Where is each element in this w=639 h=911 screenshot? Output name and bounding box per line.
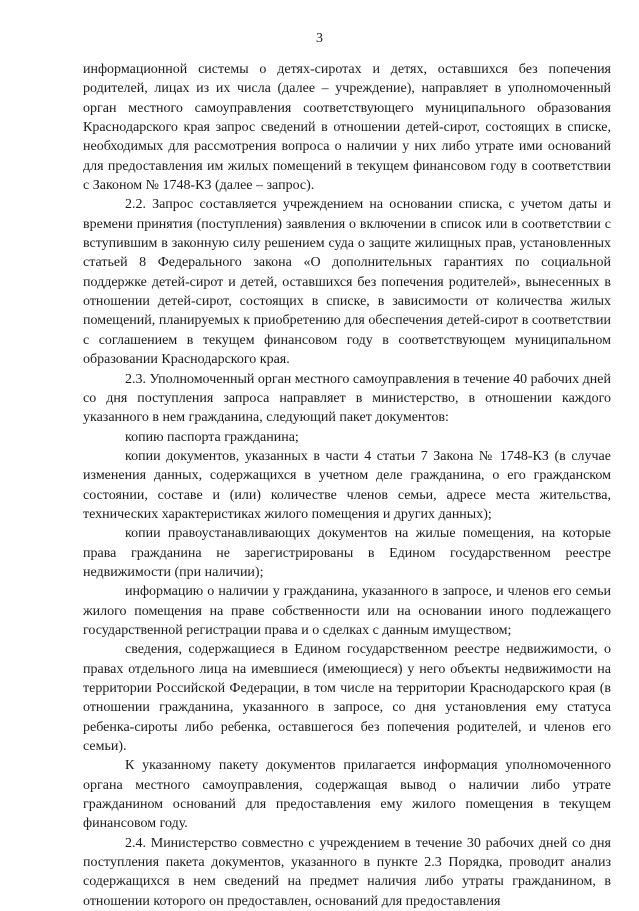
paragraph-2-4: 2.4. Министерство совместно с учреждением в течение 30 рабочих дней со дня поступления пакета документов, указанного в пункте 2.3 Порядка, проводит анализ содержащихся в нем сведений на предмет наличия либо утраты гражданином, в отношении которого он предоставлен, оснований для предоставления [83,835,611,909]
list-item-registry-info: сведения, содержащиеся в Едином государственном реестре недвижимости, о правах отдельного лица на имевшиеся (имеющиеся) у него объекты недвижимости на территории Российской Федерации, в том числе на территории Краснодарского края (в отношении гражданина, указанного в запросе, со дня установления ему статуса ребенка-сироты либо ребенка, оставшегося без попечения родителей, и членов его семьи). [83,642,611,755]
list-item-passport: копию паспорта гражданина; [125,429,299,445]
list-item-documents: копии документов, указанных в части 4 статьи 7 Закона № 1748-КЗ (в случае изменения данных, содержащихся в учетном деле гражданина, о его гражданском состоянии, составе и (или) количестве членов семьи, адресе места жительства, технических характеристиках жилого помещения и других данных); [83,448,611,522]
list-item-housing-info: информацию о наличии у гражданина, указанного в запросе, и членов его семьи жилого помещения на праве собственности или на основании иного подлежащего государственной регистрации права и о сделках с данным имуществом; [83,584,611,638]
list-item-title-documents: копии правоустанавливающих документов на жилые помещения, на которые права гражданина не зарегистрированы в Едином государственном реестре недвижимости (при наличии); [83,526,611,580]
paragraph-continuation: информационной системы о детях-сиротах и детях, оставшихся без попечения родителей, лицах из их числа (далее – учреждение), направляет в уполномоченный орган местного самоуправления соответствующего муниципального образования Краснодарского края запрос сведений в отношении детей-сирот, состоящих в списке, необходимых для рассмотрения вопроса о наличии у них либо утрате ими оснований для предоставления им жилых помещений в текущем финансовом году в соответствии с Законом № 1748-КЗ (далее – запрос). [83,62,611,194]
paragraph-2-2: 2.2. Запрос составляется учреждением на основании списка, с учетом даты и времени принятия (поступления) заявления о включении в список или в соответствии с вступившим в законную силу решением суда о защите жилищных прав, установленных статьей 8 Федерального закона «О дополнительных гарантиях по социальной поддержке детей-сирот и детей, оставшихся без попечения родителей», вынесенных в отношении детей-сирот, состоящих в списке, в зависимости от количества жилых помещений, планируемых к приобретению для обеспечения детей-сирот в соответствии с соглашением в текущем финансовом году в соответствующем муниципальном образовании Краснодарского края. [83,197,611,368]
paragraph-attachment: К указанному пакету документов прилагается информация уполномоченного органа местного самоуправления, содержащая вывод о наличии либо утрате гражданином оснований для предоставления ему жилого помещения в текущем финансовом году. [83,758,611,832]
document-body [83,60,611,911]
paragraph-2-3: 2.3. Уполномоченный орган местного самоуправления в течение 40 рабочих дней со дня поступления запроса направляет в министерство, в отношении каждого указанного в нем гражданина, следующий пакет документов: [83,371,611,426]
page-number: 3 [316,31,323,46]
